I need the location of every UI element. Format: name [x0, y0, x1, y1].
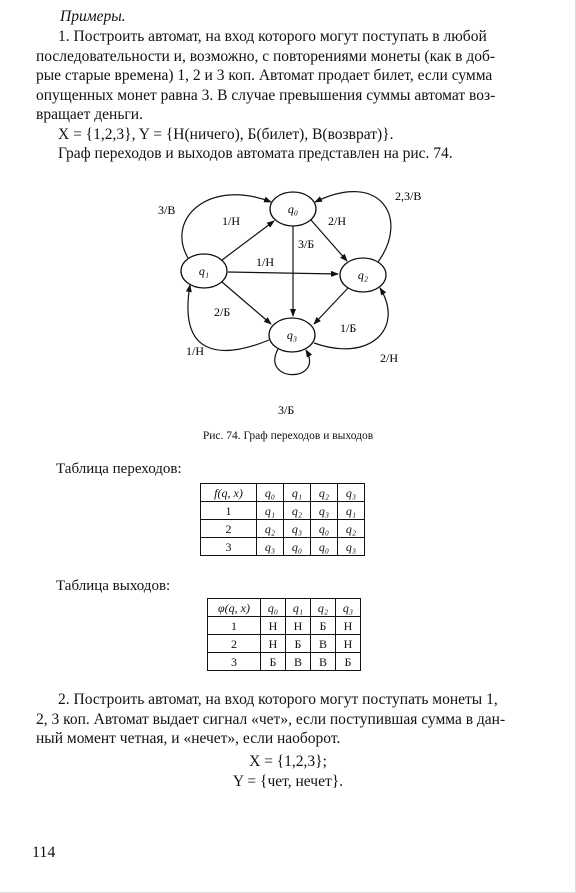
table-header-cell: q₃: [336, 599, 361, 617]
edge-q3-self: [275, 349, 310, 375]
edge-label: 1/Б: [340, 321, 357, 335]
table-header-cell: q₂: [311, 599, 336, 617]
edge-label: 1/Н: [256, 255, 274, 269]
table-cell: q₁: [338, 502, 365, 520]
edge-q3-q2: [314, 288, 388, 349]
table-cell: Б: [336, 653, 361, 671]
x-set-formula: X = {1,2,3};: [249, 753, 327, 770]
text-line: ный момент четная, и «нечет», если наоборот.: [36, 730, 341, 747]
table-row: [208, 635, 361, 653]
table-cell: Б: [261, 653, 286, 671]
table-cell: Б: [286, 635, 311, 653]
table-cell: q₃: [311, 502, 338, 520]
table-cell: q₀: [284, 538, 311, 556]
text-line: вращает деньги.: [36, 106, 143, 123]
table-cell: Б: [311, 617, 336, 635]
table-cell: q₂: [257, 520, 284, 538]
text-line: рые старые времена) 1, 2 и 3 коп. Автомат продает билет, если сумма: [36, 67, 493, 84]
state-q2-label: q₂: [357, 268, 369, 282]
example-2-text: [36, 690, 546, 749]
table-cell: q₃: [257, 538, 284, 556]
text-line: 2. Построить автомат, на вход которого могут поступать монеты 1,: [58, 691, 498, 708]
page-number: 114: [32, 844, 56, 861]
edge-label: 3/Б: [298, 237, 315, 251]
table-cell: Н: [336, 617, 361, 635]
edge-q1-q2: [228, 272, 338, 274]
state-q0-label: q₀: [287, 202, 299, 216]
table-cell: q₃: [284, 520, 311, 538]
example-1-text: [36, 27, 546, 164]
edge-label: 2/Б: [214, 305, 231, 319]
table-cell: Н: [261, 617, 286, 635]
table-cell: 1: [208, 617, 261, 635]
y-set-formula: Y = {чет, нечет}.: [232, 773, 344, 790]
table-header-cell: q₁: [284, 484, 311, 502]
table-cell: 2: [208, 635, 261, 653]
transition-table-label: Таблица переходов:: [56, 461, 182, 477]
table-cell: q₀: [311, 538, 338, 556]
text-line: 1. Построить автомат, на вход которого могут поступать в любой: [58, 28, 487, 45]
table-cell: В: [286, 653, 311, 671]
edge-label: 2,3/В: [395, 189, 422, 203]
table-cell: Н: [336, 635, 361, 653]
edge-label: 1/Н: [186, 344, 204, 358]
output-table: [207, 598, 361, 671]
state-q1-label: q₁: [198, 264, 210, 278]
sets-definition: X = {1,2,3}, Y = {Н(ничего), Б(билет), В(возврат)}.: [58, 125, 394, 143]
table-cell: В: [311, 635, 336, 653]
table-header-cell: f(q, x): [201, 484, 257, 502]
state-transition-graph: [150, 178, 430, 428]
figure-caption: Рис. 74. Граф переходов и выходов: [202, 430, 374, 442]
table-header-cell: q₃: [338, 484, 365, 502]
table-header-row: [201, 484, 365, 502]
table-row: [201, 520, 365, 538]
edge-label: 2/Н: [328, 214, 346, 228]
table-header-cell: φ(q, x): [208, 599, 261, 617]
graph-reference: Граф переходов и выходов автомата представлен на рис. 74.: [58, 145, 453, 162]
table-cell: В: [311, 653, 336, 671]
table-cell: q₁: [257, 502, 284, 520]
table-cell: Н: [261, 635, 286, 653]
edge-q2-q3: [314, 288, 348, 324]
table-row: [208, 653, 361, 671]
edge-label: 3/Б: [278, 403, 295, 417]
table-cell: q₂: [338, 520, 365, 538]
text-line: последовательности и, возможно, с повторениями монеты (как в доб-: [36, 47, 496, 65]
table-header-cell: q₁: [286, 599, 311, 617]
table-cell: Н: [286, 617, 311, 635]
table-row: [208, 617, 361, 635]
edge-label: 2/Н: [380, 351, 398, 365]
table-cell: 3: [208, 653, 261, 671]
table-cell: 3: [201, 538, 257, 556]
table-cell: 1: [201, 502, 257, 520]
table-header-cell: q₀: [257, 484, 284, 502]
table-cell: q₂: [284, 502, 311, 520]
text-line: 2, 3 коп. Автомат выдает сигнал «чет», если поступившая сумма в дан-: [36, 710, 506, 728]
table-header-cell: q₀: [261, 599, 286, 617]
examples-heading: Примеры.: [60, 8, 126, 25]
edge-label: 3/В: [158, 203, 176, 217]
edge-label: 1/Н: [222, 214, 240, 228]
table-row: [201, 502, 365, 520]
table-cell: q₀: [311, 520, 338, 538]
table-header-row: [208, 599, 361, 617]
table-cell: q₃: [338, 538, 365, 556]
output-table-label: Таблица выходов:: [56, 578, 171, 594]
table-row: [201, 538, 365, 556]
edge-q2-q0-outer: [315, 192, 391, 262]
table-cell: 2: [201, 520, 257, 538]
state-q3-label: q₃: [286, 328, 298, 342]
table-header-cell: q₂: [311, 484, 338, 502]
transition-table: [200, 483, 365, 556]
text-line: опущенных монет равна 3. В случае превышения суммы автомат воз-: [36, 86, 496, 104]
